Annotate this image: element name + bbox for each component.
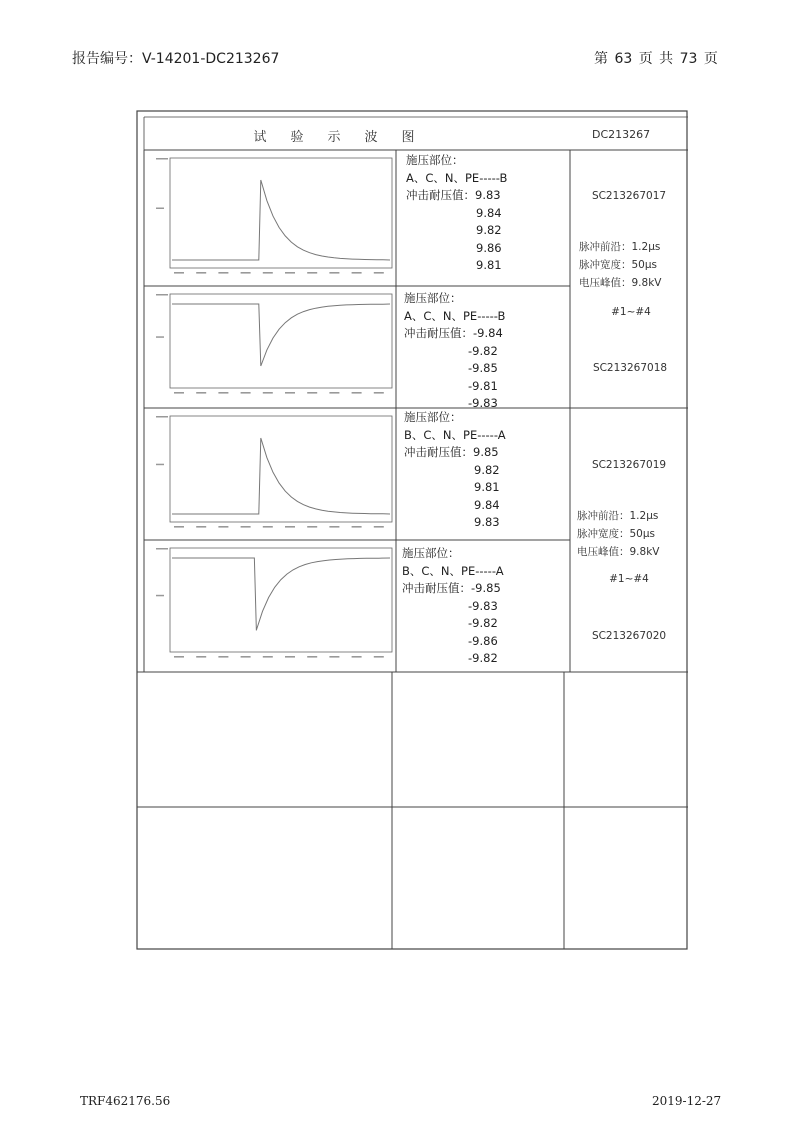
scope-axis-label — [156, 464, 164, 466]
info-block-2 — [404, 290, 505, 413]
scope-axis-label — [156, 416, 168, 418]
position-label: 施压部位： — [404, 410, 462, 424]
peak-voltage: 电压峰值：9.8kV — [579, 277, 662, 289]
sample-range: #1~#4 — [611, 306, 651, 318]
voltage-value: -9.85 — [468, 361, 498, 375]
voltage-value: 9.84 — [476, 205, 502, 220]
info-block-1 — [406, 152, 507, 275]
scope-tick-label — [241, 392, 251, 394]
scope-tick-label — [218, 272, 228, 274]
scope-tick-label — [241, 526, 251, 528]
voltage-label: 冲击耐压值： — [402, 581, 471, 595]
scope-tick-label — [329, 272, 339, 274]
table-code: DC213267 — [592, 128, 651, 141]
sample-id: SC213267019 — [591, 459, 667, 471]
voltage-value: -9.81 — [468, 378, 498, 393]
scope-tick-label — [174, 526, 184, 528]
info-block-3 — [404, 409, 506, 532]
report-number: 报告编号：V-14201-DC213267 — [72, 51, 280, 67]
scope-tick-label — [352, 272, 362, 274]
document-code: TRF462176.56 — [80, 1094, 171, 1108]
voltage-value: 9.85 — [473, 445, 499, 459]
scope-axis-label — [156, 548, 168, 550]
position-label: 施压部位： — [406, 153, 464, 167]
scope-tick-label — [374, 272, 384, 274]
scope-tick-label — [352, 392, 362, 394]
sample-id: SC213267020 — [591, 630, 667, 642]
position-label: 施压部位： — [404, 291, 462, 305]
scope-axis-label — [156, 158, 168, 160]
voltage-value: 9.81 — [476, 258, 502, 272]
voltage-value: -9.84 — [473, 326, 503, 340]
scope-frame — [170, 548, 392, 652]
scope-axis-label — [156, 336, 164, 338]
scope-tick-label — [174, 392, 184, 394]
scope-tick-label — [374, 656, 384, 658]
scope-axis-label — [156, 208, 164, 210]
scope-tick-label — [218, 656, 228, 658]
scope-tick-label — [352, 656, 362, 658]
scope-tick-label — [307, 656, 317, 658]
voltage-value: 9.81 — [474, 480, 500, 494]
voltage-label: 冲击耐压值： — [404, 326, 473, 340]
scope-tick-label — [196, 392, 206, 394]
scope-tick-label — [196, 272, 206, 274]
scope-tick-label — [374, 392, 384, 394]
scope-tick-label — [285, 272, 295, 274]
scope-tick-label — [196, 656, 206, 658]
scope-tick-label — [196, 526, 206, 528]
voltage-value: -9.86 — [468, 633, 498, 648]
voltage-value: -9.83 — [468, 598, 498, 613]
scope-tick-label — [307, 272, 317, 274]
table-title: 试验示波图 — [253, 130, 439, 145]
voltage-label: 冲击耐压值： — [404, 445, 473, 459]
scope-tick-label — [218, 392, 228, 394]
sample-range: #1~#4 — [609, 573, 649, 585]
pulse-params — [577, 507, 659, 561]
scope-tick-label — [218, 526, 228, 528]
scope-axis-label — [156, 294, 168, 296]
impulse-waveform — [172, 180, 390, 260]
pulse-front: 脉冲前沿：1.2μs — [579, 241, 661, 253]
scope-tick-label — [329, 392, 339, 394]
scope-tick-label — [285, 526, 295, 528]
position-value: B、C、N、PE-----A — [402, 563, 504, 578]
scope-tick-label — [241, 656, 251, 658]
voltage-value: -9.82 — [468, 616, 498, 630]
voltage-value: -9.82 — [468, 343, 498, 358]
voltage-value: 9.86 — [476, 240, 502, 255]
scope-tick-label — [285, 656, 295, 658]
scope-tick-label — [329, 526, 339, 528]
position-label: 施压部位： — [402, 546, 460, 560]
peak-voltage: 电压峰值：9.8kV — [577, 546, 660, 558]
scope-tick-label — [307, 526, 317, 528]
sample-id: SC213267017 — [591, 190, 667, 202]
voltage-value: 9.83 — [475, 188, 501, 202]
scope-tick-label — [263, 656, 273, 658]
scope-tick-label — [329, 656, 339, 658]
waveform-table — [136, 110, 688, 950]
pulse-width: 脉冲宽度：50μs — [577, 528, 656, 540]
scope-tick-label — [352, 526, 362, 528]
scope-tick-label — [263, 272, 273, 274]
scope-tick-label — [174, 656, 184, 658]
scope-tick-label — [307, 392, 317, 394]
voltage-label: 冲击耐压值： — [406, 188, 475, 202]
info-block-4 — [402, 545, 504, 668]
scope-axis-label — [156, 595, 164, 597]
voltage-value: -9.82 — [468, 651, 498, 665]
scope-tick-label — [263, 392, 273, 394]
impulse-waveform — [172, 304, 390, 366]
impulse-waveform — [172, 558, 390, 630]
sample-id: SC213267018 — [592, 362, 668, 374]
pulse-width: 脉冲宽度：50μs — [579, 259, 658, 271]
pulse-front: 脉冲前沿：1.2μs — [577, 510, 659, 522]
voltage-value: 9.83 — [474, 515, 500, 529]
position-value: A、C、N、PE-----B — [404, 308, 506, 323]
position-value: B、C、N、PE-----A — [404, 427, 506, 442]
impulse-waveform — [172, 438, 390, 514]
scope-frame — [170, 294, 392, 388]
scope-tick-label — [285, 392, 295, 394]
voltage-value: 9.82 — [474, 462, 500, 477]
scope-frame — [170, 158, 392, 268]
page-number: 第 63 页 共 73 页 — [594, 51, 718, 67]
pulse-params — [579, 238, 661, 292]
position-value: A、C、N、PE-----B — [406, 170, 508, 185]
scope-tick-label — [174, 272, 184, 274]
voltage-value: 9.84 — [474, 497, 500, 512]
document-date: 2019-12-27 — [652, 1094, 722, 1108]
scope-tick-label — [241, 272, 251, 274]
voltage-value: 9.82 — [476, 223, 502, 237]
voltage-value: -9.83 — [468, 396, 498, 410]
scope-tick-label — [263, 526, 273, 528]
scope-frame — [170, 416, 392, 522]
voltage-value: -9.85 — [471, 581, 501, 595]
scope-tick-label — [374, 526, 384, 528]
